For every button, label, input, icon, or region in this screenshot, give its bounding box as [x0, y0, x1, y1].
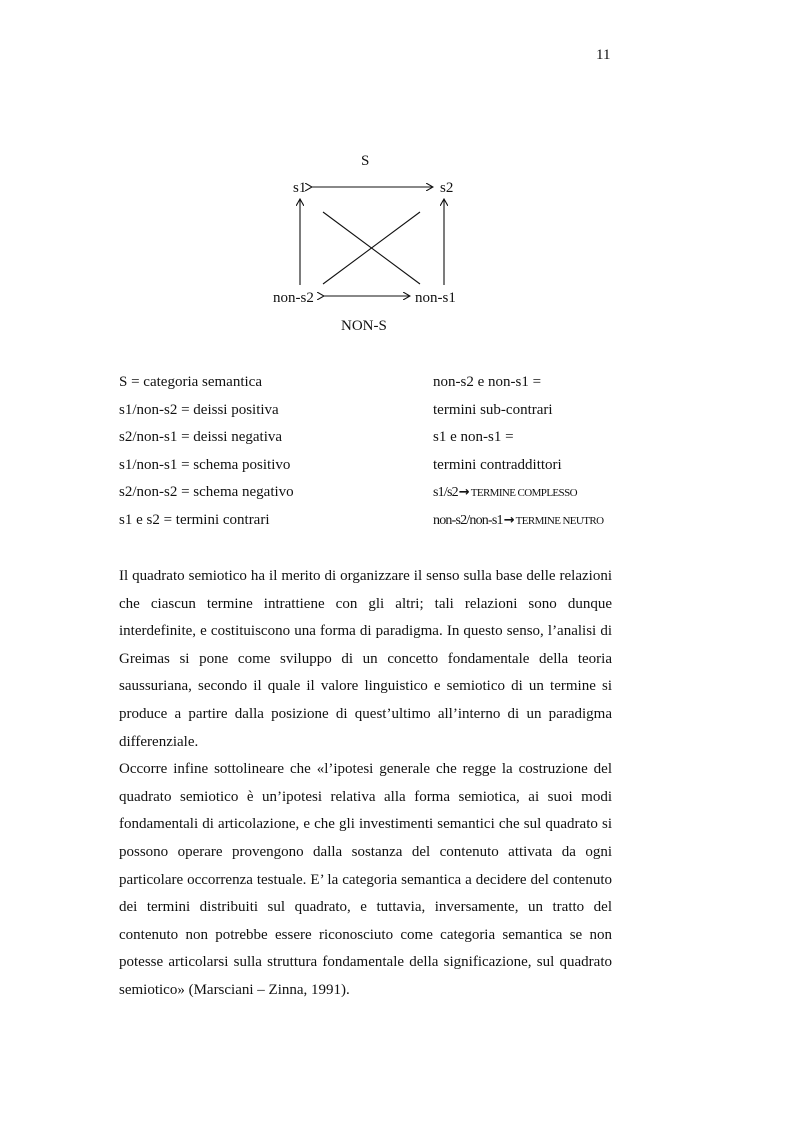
- legend-row: [119, 482, 639, 510]
- legend-row: [119, 400, 639, 428]
- diagram-label-non-s1: non-s1: [415, 290, 456, 306]
- diagram-label-s2: s2: [440, 180, 454, 196]
- legend-row: [119, 510, 639, 538]
- legend-term-pair: s1/s2: [433, 485, 458, 501]
- legend-left: s2/non-s2 = schema negativo: [119, 484, 294, 501]
- right-arrow-icon: →: [458, 485, 470, 501]
- right-arrow-icon: →: [503, 512, 515, 528]
- diagram-label-s1: s1: [293, 180, 307, 196]
- legend-left: s1/non-s2 = deissi positiva: [119, 401, 279, 418]
- legend-right: termini contraddittori: [433, 456, 562, 473]
- page-number: 11: [596, 47, 611, 63]
- diagram-label-s: S: [361, 153, 370, 169]
- legend-left: S = categoria semantica: [119, 374, 262, 390]
- legend-row: [119, 427, 639, 455]
- legend-term-name: TERMINE NEUTRO: [515, 514, 604, 527]
- diagram-label-non-s2: non-s2: [273, 290, 314, 306]
- legend-left: s1 e s2 = termini contrari: [119, 511, 270, 528]
- paragraph-1: Il quadrato semiotico ha il merito di organizzare il senso sulla base delle relazioni che ciascun termine intrattiene con gli altri; tali relazioni sono dunque interdefinite, e costituiscono una forma di paradigma. In questo senso, l’analisi di Greimas si pone come sviluppo di un concetto fondamentale della teoria saussuriana, secondo il quale il valore linguistico e semiotico di un termine si produce a partire dalla posizione di quest’ultimo all’interno di un paradigma differenziale.: [119, 568, 612, 750]
- body-text: [119, 563, 612, 1005]
- legend-right: termini sub-contrari: [433, 401, 553, 418]
- paragraph-2: Occorre infine sottolineare che «l’ipotesi generale che regge la costruzione del quadrato semiotico è un’ipotesi relativa alla forma semiotica, ai suoi modi fondamentali di articolazione, e che gli investimenti semantici che sul quadrato si possono operare provengono dalla sostanza del contenuto attivata da ogni particolare occorrenza testuale. E’ la categoria semantica a decidere del contenuto dei termini distribuiti sul quadrato, e tuttavia, inversamente, un tratto del contenuto non potrebbe essere riconosciuto come categoria semantica se non potesse articolarsi sulla struttura fondamentale della significazione, sul quadrato semiotico» (Marsciani – Zinna, 1991).: [119, 761, 612, 998]
- legend-right: s1 e non-s1 =: [433, 429, 514, 446]
- legend-left: s1/non-s1 = schema positivo: [119, 456, 291, 473]
- diagram-label-non-s: NON-S: [341, 318, 387, 334]
- legend-left: s2/non-s1 = deissi negativa: [119, 429, 283, 446]
- legend-term-name: TERMINE COMPLESSO: [470, 487, 577, 500]
- legend-row: [119, 372, 639, 400]
- legend-row: [119, 455, 639, 483]
- semiotic-square-lines: [0, 0, 793, 360]
- semiotic-square-diagram: [0, 0, 793, 360]
- legend-term-pair: non-s2/non-s1: [433, 512, 503, 528]
- legend-right: [433, 510, 603, 531]
- legend-right: non-s2 e non-s1 =: [433, 374, 542, 390]
- legend-right: [433, 482, 577, 503]
- legend-table: [119, 372, 639, 538]
